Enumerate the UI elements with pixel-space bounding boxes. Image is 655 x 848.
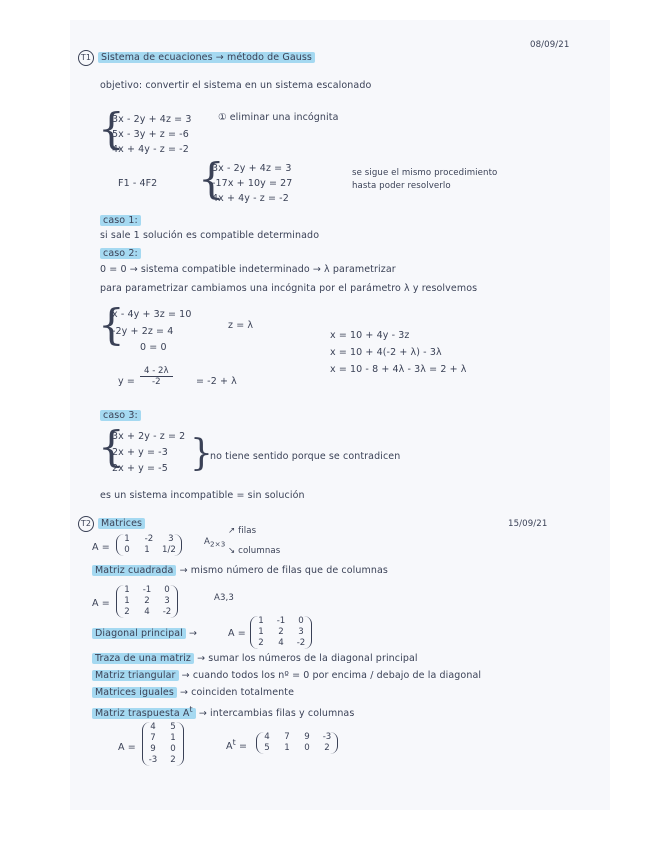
system4-eq: 2x + y = -5 [112, 463, 168, 474]
matrix-row: 1 -1 0 [124, 585, 170, 595]
case3-label: caso 3: [100, 410, 141, 421]
dim-cols: ↘ columnas [228, 546, 281, 556]
y-denominator: -2 [152, 377, 161, 387]
section1-heading [78, 50, 315, 66]
system3-eq: -2y + 2z = 4 [112, 326, 174, 337]
system1-eq: 4x + 4y - z = -2 [112, 144, 189, 155]
brace: { [98, 422, 125, 471]
matrixT [256, 732, 338, 754]
date-label: 15/09/21 [508, 519, 548, 529]
matrixB-dim: A3,3 [214, 593, 234, 603]
matrix-row: 1 -2 3 [124, 534, 174, 544]
matrixT-label: $A^t$ = [226, 738, 247, 753]
matrixB-label: A = [92, 598, 110, 609]
brace: { [98, 104, 125, 153]
case3-note: no tiene sentido porque se contradicen [210, 451, 401, 462]
dim-rows: ↗ filas [228, 526, 257, 536]
matrixD-label: A = [118, 742, 136, 753]
matrix-row: 2 4 -2 [124, 607, 172, 617]
triangular-row: Matriz triangular → cuando todos los nº = 0 por encima / debajo de la diagonal [92, 670, 481, 681]
system4-eq: 2x + y = -3 [112, 447, 168, 458]
z-equation: z = λ [228, 320, 254, 331]
matrixB [116, 585, 178, 618]
case1-label: caso 1: [100, 215, 141, 226]
row-operation: F1 - 4F2 [118, 178, 158, 189]
matrixA-label: A = [92, 542, 110, 553]
section2-title: Matrices [98, 518, 145, 529]
system2-eq: 4x + 4y - z = -2 [212, 193, 289, 204]
matrixD [142, 722, 184, 766]
matrix-row: 5 1 0 2 [264, 743, 330, 753]
system2-note: hasta poder resolverlo [352, 181, 451, 191]
closing-brace: } [190, 433, 213, 474]
matrix-row: 7 1 [150, 733, 176, 743]
diag-row: Diagonal principal → [92, 628, 197, 639]
matrixC-label: A = [228, 628, 246, 639]
brace: { [198, 154, 225, 203]
system2-eq: -17x + 10y = 27 [212, 178, 293, 189]
section2-heading [78, 516, 145, 532]
system2-eq: 3x - 2y + 4z = 3 [212, 163, 292, 174]
system1-eq: 5x - 3y + z = -6 [112, 129, 189, 140]
section2-number: T2 [78, 516, 94, 532]
objective-text: objetivo: convertir el sistema en un sistema escalonado [100, 80, 372, 91]
trace-row: Traza de una matriz → sumar los números de la diagonal principal [92, 653, 418, 664]
matrix-row: -3 2 [148, 755, 176, 765]
case2-text2: para parametrizar cambiamos una incógnita por el parámetro λ y resolvemos [100, 283, 478, 294]
matrix-row: 4 5 [150, 722, 176, 732]
dim-label: $A_{2\times 3}$ [204, 537, 226, 549]
equal-row: Matrices iguales → coinciden totalmente [92, 687, 294, 698]
system4-eq: 3x + 2y - z = 2 [112, 431, 186, 442]
system2-note: se sigue el mismo procedimiento [352, 168, 498, 178]
step-note: ① eliminar una incógnita [218, 112, 339, 123]
y-fraction [140, 366, 173, 387]
conclusion: es un sistema incompatible = sin solución [100, 490, 305, 501]
matrix-row: 2 4 -2 [258, 638, 306, 648]
x-equation: x = 10 + 4(-2 + λ) - 3λ [330, 347, 442, 358]
system3-eq: x - 4y + 3z = 10 [112, 309, 192, 320]
brace: { [98, 300, 125, 349]
section1-number: T1 [78, 50, 94, 66]
matrix-row: 9 0 [150, 744, 176, 754]
matrix-row: 0 1 1/2 [124, 545, 176, 555]
matrix-row: 4 7 9 -3 [264, 732, 332, 742]
square-row: Matriz cuadrada → mismo número de filas que de columnas [92, 565, 388, 576]
matrix-row: 1 -1 0 [258, 616, 304, 626]
date-label: 08/09/21 [530, 40, 570, 50]
case2-label: caso 2: [100, 248, 141, 259]
system1-eq: 3x - 2y + 4z = 3 [112, 114, 192, 125]
case2-text: 0 = 0 → sistema compatible indeterminado → λ parametrizar [100, 264, 396, 275]
x-equation: x = 10 - 8 + 4λ - 3λ = 2 + λ [330, 364, 467, 375]
y-equation-right: = -2 + λ [196, 376, 237, 387]
case1-text: si sale 1 solución es compatible determinado [100, 230, 320, 241]
matrixA [116, 534, 182, 556]
section1-title: Sistema de ecuaciones → método de Gauss [98, 52, 315, 63]
transpose-row: Matriz traspuesta $A^t$ → intercambias filas y columnas [92, 705, 354, 719]
matrix-row: 1 2 3 [124, 596, 170, 606]
matrixC [250, 616, 312, 649]
matrix-row: 1 2 3 [258, 627, 304, 637]
y-numerator: 4 - 2λ [140, 366, 173, 377]
system3-eq: 0 = 0 [140, 342, 167, 353]
x-equation: x = 10 + 4y - 3z [330, 330, 410, 341]
y-equation-left: y = [118, 376, 135, 387]
